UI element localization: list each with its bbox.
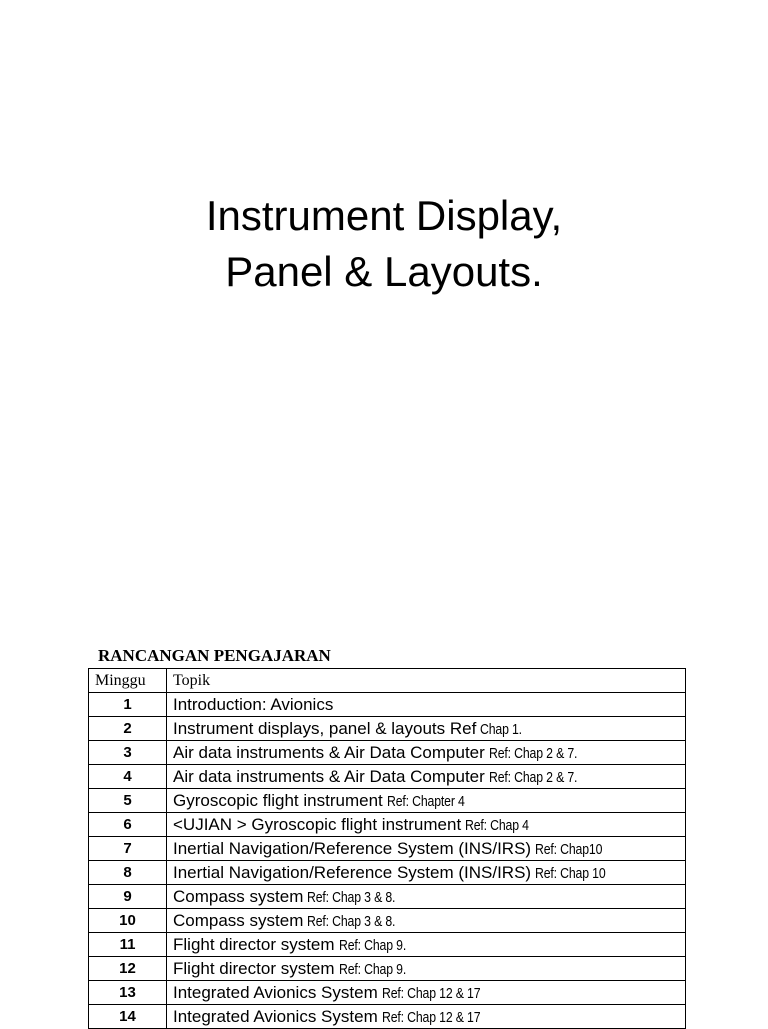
week-number-cell: 7 [89,837,167,861]
topic-cell [167,789,686,813]
table-row [89,837,686,861]
topic-cell [167,861,686,885]
table-row [89,957,686,981]
topic-cell [167,693,686,717]
topic-cell [167,717,686,741]
reference-text: Ref: Chapter 4 [386,792,465,810]
title-line-1: Instrument Display, [205,192,563,239]
week-number-cell: 1 [89,693,167,717]
week-number-cell: 14 [89,1005,167,1029]
topic-text: Air data instruments & Air Data Computer [173,766,485,786]
topic-text: Flight director system [173,934,335,954]
table-row [89,741,686,765]
table-row [89,693,686,717]
topic-text: Air data instruments & Air Data Computer [173,742,485,762]
week-number-cell: 8 [89,861,167,885]
reference-text: Chap 1. [480,720,523,738]
week-number-cell: 4 [89,765,167,789]
reference-text: Ref: Chap 9. [338,960,406,978]
table-row [89,789,686,813]
table-row [89,717,686,741]
week-number-cell: 10 [89,909,167,933]
topic-text: Compass system [173,910,304,930]
week-number-cell: 9 [89,885,167,909]
reference-text: Ref: Chap 12 & 17 [381,1008,481,1026]
column-header-topic: Topik [167,669,686,693]
week-number-cell: 11 [89,933,167,957]
reference-text: Ref: Chap 12 & 17 [381,984,481,1002]
reference-text: Ref: Chap 2 & 7. [488,768,578,786]
reference-text: Ref: Chap 3 & 8. [307,912,396,930]
topic-cell [167,981,686,1005]
topic-text: Inertial Navigation/Reference System (INS/IRS) [173,838,532,858]
reference-text: Ref: Chap 2 & 7. [488,744,578,762]
topic-cell [167,909,686,933]
week-number-cell: 3 [89,741,167,765]
topic-cell [167,813,686,837]
topic-text: Flight director system [173,958,335,978]
week-number-cell: 2 [89,717,167,741]
week-number-cell: 12 [89,957,167,981]
table-row [89,813,686,837]
table-row [89,1005,686,1029]
table-row [89,981,686,1005]
syllabus-table [88,668,686,1029]
column-header-week: Minggu [89,669,167,693]
section-heading: RANCANGAN PENGAJARAN [98,646,331,665]
table-row [89,885,686,909]
table-header-row [89,669,686,693]
table-row [89,933,686,957]
reference-text: Ref: Chap 9. [338,936,406,954]
table-row [89,909,686,933]
reference-text: Ref: Chap 3 & 8. [307,888,396,906]
reference-text: Ref: Chap 10 [535,864,606,882]
topic-text: Integrated Avionics System [173,1006,378,1026]
reference-text: Ref: Chap 4 [465,816,530,834]
topic-text: Integrated Avionics System [173,982,378,1002]
topic-cell [167,837,686,861]
topic-cell [167,741,686,765]
topic-text: Introduction: Avionics [173,694,334,714]
topic-cell [167,1005,686,1029]
topic-text: Inertial Navigation/Reference System (INS/IRS) [173,862,532,882]
reference-text: Ref: Chap10 [535,840,603,858]
week-number-cell: 13 [89,981,167,1005]
topic-text: Gyroscopic flight instrument [173,790,383,810]
topic-text: <UJIAN > Gyroscopic flight instrument [173,814,462,834]
table-row [89,765,686,789]
topic-cell [167,957,686,981]
table-body [89,693,686,1029]
topic-cell [167,885,686,909]
topic-cell [167,933,686,957]
week-number-cell: 5 [89,789,167,813]
title-line-2: Panel & Layouts. [225,248,543,295]
topic-text: Compass system [173,886,304,906]
table-row [89,861,686,885]
page-title [0,188,768,300]
topic-cell [167,765,686,789]
topic-text: Instrument displays, panel & layouts Ref [173,718,477,738]
week-number-cell: 6 [89,813,167,837]
